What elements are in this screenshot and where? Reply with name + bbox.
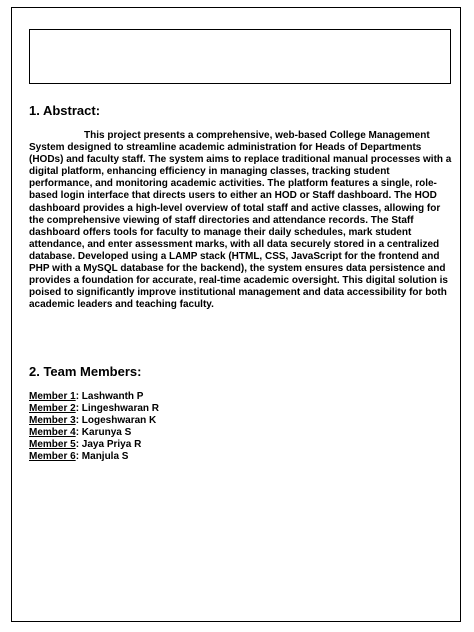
member-name: Lingeshwaran R <box>81 403 160 414</box>
member-name: Lashwanth P <box>81 391 144 402</box>
team-member-4: Member 4: Karunya S <box>29 427 132 438</box>
team-members-list <box>29 391 159 463</box>
member-label: Member 1 <box>29 391 76 402</box>
member-label: Member 5 <box>29 439 76 450</box>
team-member-2: Member 2: Lingeshwaran R <box>29 403 160 414</box>
page-border <box>11 7 461 622</box>
member-name: Manjula S <box>81 451 129 462</box>
abstract-heading: 1. Abstract: <box>29 103 101 118</box>
team-member-1: Member 1: Lashwanth P <box>29 391 144 402</box>
member-name: Logeshwaran K <box>81 415 157 426</box>
team-member-5: Member 5: Jaya Priya R <box>29 439 142 450</box>
member-label: Member 6 <box>29 451 76 462</box>
title-box <box>29 29 451 84</box>
team-members-heading: 2. Team Members: <box>29 364 142 379</box>
member-label: Member 3 <box>29 415 76 426</box>
abstract-body: This project presents a comprehensive, web-based College Management System designed to streamline academic administration for Heads of Departments (HODs) and faculty staff. The system aims to replace traditional manual processes with a digital platform, enhancing efficiency in managing classes, tracking student performance, and monitoring academic activities. The platform features a single, role-based login interface that directs users to either an HOD or Staff dashboard. The HOD dashboard provides a high-level overview of total staff and active classes, allowing for the comprehensive viewing of staff directories and attendance records. The Staff dashboard offers tools for faculty to manage their daily schedules, mark student attendance, and enter assessment marks, with all data securely stored in a centralized database. Developed using a LAMP stack (HTML, CSS, JavaScript for the frontend and PHP with a MySQL database for the backend), the system ensures data persistence and provides a foundation for accurate, real-time academic oversight. This digital solution is poised to significantly improve institutional management and data accessibility for both academic leaders and teaching faculty. <box>29 130 452 311</box>
member-label: Member 4 <box>29 427 76 438</box>
member-name: Jaya Priya R <box>81 439 142 450</box>
team-member-6: Member 6: Manjula S <box>29 451 129 462</box>
team-member-3: Member 3: Logeshwaran K <box>29 415 157 426</box>
member-name: Karunya S <box>81 427 132 438</box>
member-label: Member 2 <box>29 403 76 414</box>
